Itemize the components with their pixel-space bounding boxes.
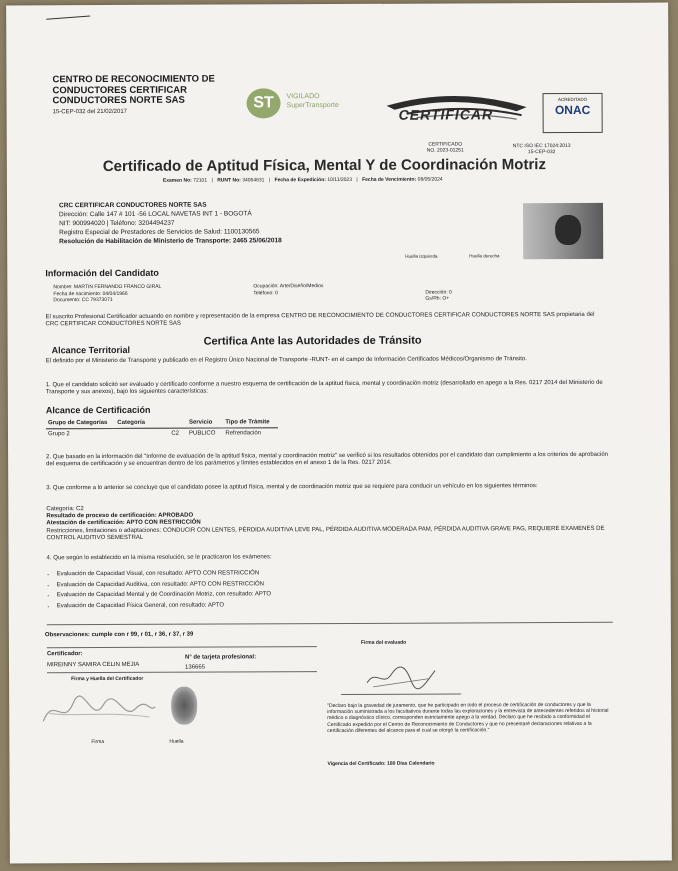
list-item: • Evaluación de Capacidad Auditiva, con resultado: APTO CON RESTRICCIÓN	[57, 579, 271, 590]
certifier-label: Certificador:	[46, 651, 83, 658]
supertransporte-text	[287, 92, 339, 110]
table-header: Grupo de Categorías	[46, 419, 115, 429]
candidate-name: Nombre: MARTIN FERNANDO FRANCO GIRAL	[53, 283, 162, 291]
st-line1: VIGILADO	[286, 93, 320, 101]
alcance-territorial-text: El definido por el Ministerio de Transporte y publicado en el Registro Único Nacional de Transporte -RUNT- en el campo de Información Certificados Médicos/Organismo de Tránsito.	[45, 356, 527, 365]
ven-label: Fecha de Vencimiento:	[362, 176, 417, 183]
right-fingerprint-label: Huella derecha	[469, 253, 500, 259]
certifier-signature-icon	[39, 691, 159, 732]
point-3: 3. Que conforme a lo anterior se concluye que el candidato posee la aptitud física, mental y de coordinación motriz que se requiere para conducir un vehículo en los siguientes términos:	[46, 483, 538, 492]
candidate-section-title: Información del Candidato	[45, 267, 159, 279]
certifier-fingerprint-icon	[171, 687, 197, 725]
org-name: CRC CERTIFICAR CONDUCTORES NORTE SAS	[58, 201, 207, 210]
ntc-line2: 15-CEP-032	[527, 149, 556, 156]
candidate-rh: Gs/Rh: O+	[425, 295, 450, 302]
candidate-document: Documento: CC 79373071	[53, 296, 113, 304]
exam-list	[45, 568, 272, 611]
st-line2: SuperTransporte	[286, 101, 339, 110]
org-nit: NIT: 900994020 | Teléfono: 3204494237	[59, 219, 175, 228]
result-process: Resultado de proceso de certificación: APROBADO	[46, 512, 194, 520]
intro-paragraph: El suscrito Profesional Certificador actuando en nombre y representación de la empresa CENTRO DE RECONOCIMIENTO DE CONDUCTORES CERTIFICAR CONDUCTORES NORTE SAS propietaria del CRC CERTIFICAR CONDUCTORES NORTE SAS	[45, 311, 595, 328]
certificate-number	[427, 141, 464, 153]
result-category: Categoría: C2	[46, 506, 84, 513]
divider	[47, 671, 317, 673]
org-code: 15-CEP-032 del 21/02/2017	[52, 108, 128, 116]
card-value: 136665	[185, 664, 206, 671]
runt-value: 34064631	[242, 177, 265, 184]
divider	[47, 622, 613, 625]
org-info-block	[59, 200, 389, 246]
exam-dates-line: Examen No: 72101 | RUNT No: 34064631 | Fecha de Expedición: 10/11/2023 | Fecha de Vencimiento: 08/05/2024	[162, 176, 443, 184]
divider	[47, 646, 317, 648]
list-item: • Evaluación de Capacidad Física General, con resultado: APTO	[57, 600, 271, 611]
certifica-heading: Certifica Ante las Autoridades de Tránsito	[203, 334, 422, 348]
onac-badge	[543, 93, 603, 133]
onac-logo-text: ONAC	[554, 102, 591, 118]
result-attestation: Atestación de certificación: APTO CON RESTRICCIÓN	[46, 520, 201, 527]
certificar-logo-text: CERTIFICAR	[398, 106, 494, 123]
exp-label: Fecha de Expedición:	[274, 177, 326, 184]
result-restrictions: Restricciones, limitaciones o adaptaciones: CONDUCIR CON LENTES, PÉRDIDA AUDITIVA LEVE PAL, PÉRDIDA AUDITIVA MODERADA PAM, PÉRDIDA AUDITIVA GRAVE PAG, REQUIERE EXAMENES DE CONTROL AUDITIVO SEMESTRAL	[46, 525, 605, 542]
huella-label: Huella	[169, 738, 184, 745]
org-title: CENTRO DE RECONOCIMIENTO DE CONDUCTORES CERTIFICAR CONDUCTORES NORTE SAS	[52, 73, 215, 107]
runt-label: RUNT No:	[217, 177, 241, 184]
table-cell: Refrendación	[225, 430, 262, 437]
cert-label: CERTIFICADO	[428, 141, 463, 148]
firma-label: Firma	[91, 739, 105, 746]
certifier-name: MIREINNY SAMIRA CELIN MEJIA	[46, 661, 140, 669]
candidate-birth: Fecha de nacimiento: 04/04/1966	[53, 290, 128, 297]
candidate-occupation: Ocupación: Arte/Diseño/Medios	[253, 283, 324, 290]
org-registry: Registro Especial de Prestadores de Servicios de Salud: 1100130565	[59, 228, 260, 237]
table-cell: Grupo 2	[47, 431, 70, 438]
ntc-line1: NTC ISO IEC 17024:2013	[512, 142, 571, 150]
validity-line: Vigencia del Certificado: 180 Días Calendario	[327, 760, 435, 768]
point-1: 1. Que el candidato solicitó ser evaluado y certificado conforme a nuestro esquema de certificación de la aptitud física, mental y coordinación motriz (desarrollado en apego a la Res. 0217 2014 del Ministerio de Transporte y sus anexos), bajo los siguientes características:	[45, 379, 603, 396]
results-block	[46, 504, 606, 542]
cert-scope-title: Alcance de Certificación	[45, 404, 151, 416]
candidate-info-grid	[53, 282, 613, 304]
left-fingerprint-label: Huella izquierda	[405, 253, 438, 259]
certifier-sig-caption: Firma y Huella del Certificador	[71, 675, 144, 683]
alcance-territorial-title: Alcance Territorial	[51, 344, 131, 356]
pen-mark	[46, 16, 90, 20]
candidate-phone: Teléfono: 0	[253, 289, 278, 296]
certificate-title: Certificado de Aptitud Física, Mental Y de Coordinación Motriz	[102, 156, 546, 176]
list-item: • Evaluación de Capacidad Mental y de Coordinación Motriz, con resultado: APTO	[57, 589, 271, 600]
cert-scope-table	[46, 418, 278, 438]
ntc-standard	[513, 143, 571, 155]
onac-acreditado: ACREDITADO	[557, 96, 588, 103]
table-cell: PUBLICO	[189, 430, 216, 437]
table-header: Categoría	[115, 419, 187, 429]
exp-value: 10/11/2023	[327, 176, 353, 184]
candidate-address: Dirección: 0	[425, 289, 452, 296]
card-label: N° de tarjeta profesional:	[184, 654, 257, 661]
table-cell: C2	[171, 430, 180, 437]
table-header: Tipo de Trámite	[223, 418, 277, 428]
declaration-text: "Declaro bajo la gravedad de juramento, que he participado en todo el proceso de certificación de conductores y que la información suministrada a los facultativos durante todas las exploraciones y la entrevista de antecedentes referidos al historial médico o diagnóstico clínico, corresponden estrictamente apego a la verdad. Declaro que he recibido a conformidad el Certificado expedido por el Centro de Reconocimiento de Conductores y que no presentaré declaraciones relativas a la certificación diferentes del alcance para el cual se otorgó la certificación."	[327, 701, 609, 734]
org-address: Dirección: Calle 147 # 101 -56 LOCAL NAVETAS INT 1 - BOGOTÁ	[59, 210, 252, 219]
point-4: 4. Que según lo establecido en la misma resolución, se le practicaron los exámenes:	[46, 554, 272, 562]
observations: Observaciones: cumple con r 99, r 01, r 36, r 37, r 39	[44, 631, 194, 639]
exam-value: 72101	[193, 177, 208, 184]
candidate-photo-silhouette	[555, 215, 581, 245]
supertransporte-logo-icon: ST	[246, 88, 280, 118]
evaluated-signature-label: Firma del evaluado	[360, 639, 407, 646]
ven-value: 08/05/2024	[417, 176, 443, 183]
point-2: 2. Que basado en la información del "Informe de evaluación de la aptitud física, mental y coordinación motriz" se verificó si los resultados obtenidos por el candidato dan cumplimiento a los criterios de aprobación del esquema de certificación y se encuentran dentro de los parámetros y límites establecidos en el anexo 1 de la Res. 0217 2014.	[46, 451, 609, 468]
org-resolution: Resolución de Habilitación de Ministerio de Transporte: 2465 25/06/2018	[59, 237, 282, 246]
table-header: Servicio	[187, 419, 223, 429]
exam-label: Examen No:	[162, 177, 192, 184]
table-row	[46, 428, 278, 439]
evaluated-signature-icon	[361, 661, 441, 693]
cert-no-value: NO. 2023-01251	[426, 147, 464, 154]
list-item: • Evaluación de Capacidad Visual, con resultado: APTO CON RESTRICCIÓN	[57, 568, 271, 579]
certificate-sheet	[6, 3, 672, 864]
signature-line	[341, 693, 461, 695]
